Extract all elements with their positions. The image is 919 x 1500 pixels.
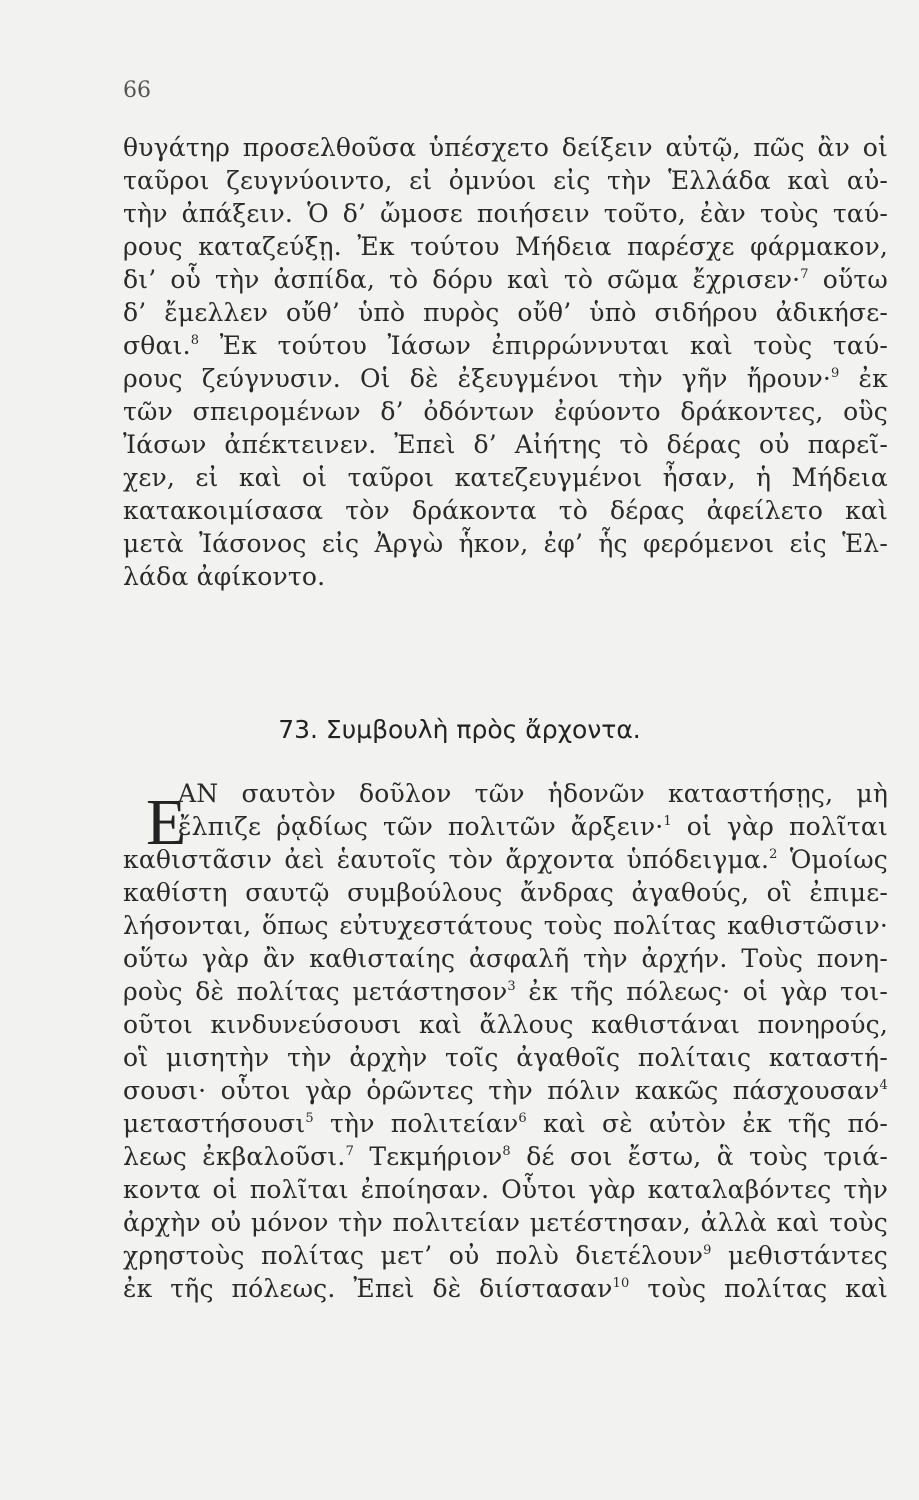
footnote-marker: 7 xyxy=(345,1144,355,1159)
footnote-marker: 9 xyxy=(703,1243,712,1258)
text-line: δι’ οὗ τὴν ἀσπίδα, τὸ δόρυ καὶ τὸ σῶμα ἔχρισεν·$^7$ οὕτω xyxy=(123,265,888,294)
text-line: τὴν ἀπάξειν. Ὁ δ’ ὤμοσε ποιήσειν τοῦτο, ἐὰν τοὺς ταύ- xyxy=(123,199,888,228)
text-line: δ’ ἔμελλεν οὔθ’ ὑπὸ πυρὸς οὔθ’ ὑπὸ σιδήρου ἀδικήσε- xyxy=(123,298,888,327)
text-line: ἔλπιζε ῥᾳδίως τῶν πολιτῶν ἄρξειν·$^1$ οἱ γὰρ πολῖται xyxy=(178,812,888,841)
story-text xyxy=(123,131,888,593)
page-number: 66 xyxy=(123,78,151,103)
text-line: καθίστη σαυτῷ συμβούλους ἄνδρας ἀγαθούς, οἳ ἐπιμε- xyxy=(123,878,888,907)
text-line: οῦτοι κινδυνεύσουσι καὶ ἄλλους καθιστάναι πονηρούς, xyxy=(123,1010,888,1039)
text-line: ρους καταζεύξῃ. Ἐκ τούτου Μήδεια παρέσχε φάρμακον, xyxy=(123,232,888,261)
text-line: οἳ μισητὴν τὴν ἀρχὴν τοῖς ἀγαθοῖς πολίταις καταστή- xyxy=(123,1043,888,1072)
text-line: οὕτω γὰρ ἂν καθισταίης ἀσφαλῆ τὴν ἀρχήν. Τοὺς πονη- xyxy=(123,944,888,973)
footnote-marker: 9 xyxy=(831,366,840,381)
footnote-marker: 1 xyxy=(663,814,672,829)
text-line: κοντα οἱ πολῖται ἐποίησαν. Οὗτοι γὰρ καταλαβόντες τὴν xyxy=(123,1175,888,1204)
text-line: σθαι.$^8$ Ἐκ τούτου Ἰάσων ἐπιρρώννυται καὶ τοὺς ταύ- xyxy=(123,331,888,360)
footnote-marker: 7 xyxy=(800,267,809,282)
text-line: λάδα ἀφίκοντο. xyxy=(123,562,326,591)
text-line: λεως ἐκβαλοῦσι.$^7$ Τεκμήριον$^8$ δέ σοι ἔστω, ἃ τοὺς τριά- xyxy=(123,1142,888,1171)
text-line: ἐκ τῆς πόλεως. Ἐπεὶ δὲ διίστασαν$^{10}$ τοὺς πολίτας καὶ xyxy=(123,1274,889,1303)
footnote-marker: 2 xyxy=(769,847,778,862)
text-line: χρηστοὺς πολίτας μετ’ οὐ πολὺ διετέλουν$^9$ μεθιστάντες xyxy=(123,1241,888,1270)
footnote-marker: 8 xyxy=(502,1144,511,1159)
footnote-marker: 5 xyxy=(305,1111,314,1126)
footnote-marker: 10 xyxy=(612,1276,630,1291)
text-line: σουσι· οὗτοι γὰρ ὁρῶντες τὴν πόλιν κακῶς πάσχουσαν$^4$ xyxy=(123,1076,888,1105)
text-line: AN σαυτὸν δοῦλον τῶν ἡδονῶν καταστήσῃς, μὴ xyxy=(178,779,888,808)
text-line: λήσονται, ὅπως εὐτυχεστάτους τοὺς πολίτας καθιστῶσιν· xyxy=(123,911,888,940)
text-line: ταῦροι ζευγνύοιντο, εἰ ὀμνύοι εἰς τὴν Ἑλλάδα καὶ αὐ- xyxy=(123,166,888,195)
text-line: μεταστήσουσι$^5$ τὴν πολιτείαν$^6$ καὶ σὲ αὐτὸν ἐκ τῆς πό- xyxy=(123,1109,888,1138)
text-line: μετὰ Ἰάσονος εἰς Ἀργὼ ἧκον, ἐφ’ ἧς φερόμενοι εἰς Ἑλ- xyxy=(123,529,888,558)
text-line: ἀρχὴν οὐ μόνον τὴν πολιτείαν μετέστησαν, ἀλλὰ καὶ τοὺς xyxy=(123,1208,888,1237)
footnote-marker: 4 xyxy=(879,1078,888,1093)
text-line: καθιστᾶσιν ἀεὶ ἑαυτοῖς τὸν ἄρχοντα ὑπόδειγμα.$^2$ Ὁμοίως xyxy=(123,845,889,874)
text-line: κατακοιμίσασα τὸν δράκοντα τὸ δέρας ἀφείλετο καὶ xyxy=(123,496,888,525)
section-heading: 73. Συμβουλὴ πρὸς ἄρχοντα. xyxy=(278,715,641,744)
text-line: ροὺς δὲ πολίτας μετάστησον$^3$ ἐκ τῆς πόλεως· οἱ γὰρ τοι- xyxy=(123,977,888,1006)
footnote-marker: 6 xyxy=(518,1111,527,1126)
text-line: θυγάτηρ προσελθοῦσα ὑπέσχετο δείξειν αὐτῷ, πῶς ἂν οἱ xyxy=(123,133,888,162)
footnote-marker: 3 xyxy=(507,979,516,994)
text-line: χεν, εἰ καὶ οἱ ταῦροι κατεζευγμένοι ἦσαν, ἡ Μήδεια xyxy=(123,463,888,492)
text-line: τῶν σπειρομένων δ’ ὀδόντων ἐφύοντο δράκοντες, οὓς xyxy=(123,397,888,426)
drop-cap: E xyxy=(146,786,187,859)
text-line: ρους ζεύγνυσιν. Οἱ δὲ ἐξευγμένοι τὴν γῆν ἤρουν·$^9$ ἐκ xyxy=(123,364,888,393)
section-text xyxy=(123,777,888,1305)
footnote-marker: 8 xyxy=(190,333,200,348)
text-line: Ἰάσων ἀπέκτεινεν. Ἐπεὶ δ’ Αἰήτης τὸ δέρας οὐ παρεῖ- xyxy=(123,430,888,459)
